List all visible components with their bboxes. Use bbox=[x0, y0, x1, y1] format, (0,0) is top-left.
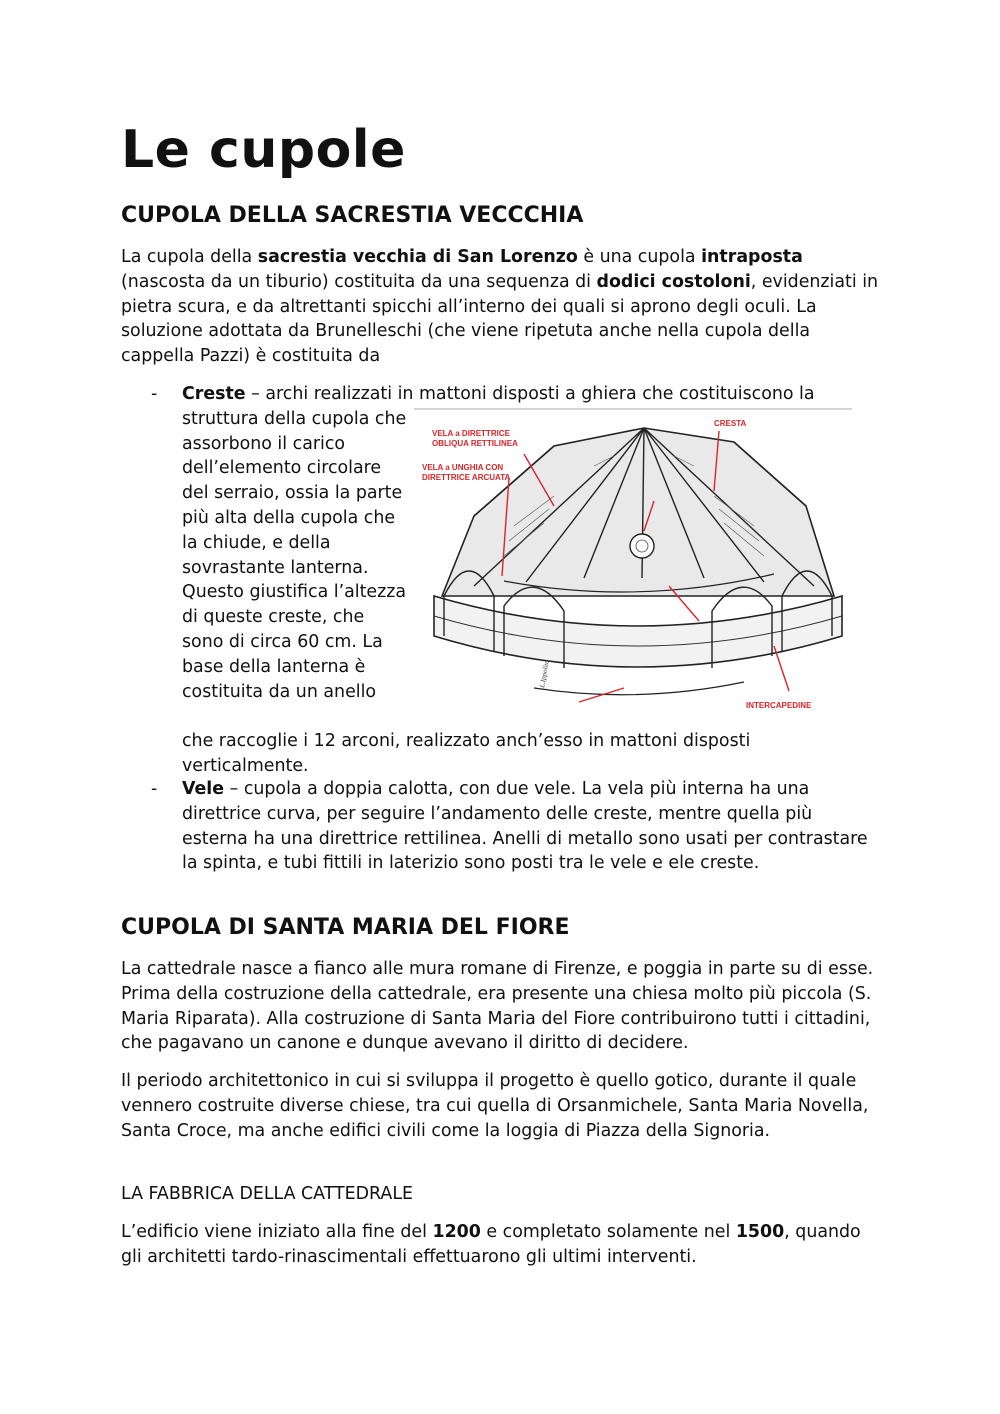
creste-wrapped-text: struttura della cupola che assorbono il carico dell’elemento circolare del serraio, ossia la parte più alta della cupola che la chiude, e della sovrastante lanterna. Questo giustifica l’altezza di queste creste, che sono di circa 60 cm. La base della lanterna è costituita da un anello bbox=[182, 408, 407, 702]
label-vela-arcuata-2: DIRETTRICE ARCUATA bbox=[422, 473, 511, 482]
paragraph-fabbrica: L’edificio viene iniziato alla fine del 1200 e completato solamente nel 1500, quando gli architetti tardo-rinascimentali effettuarono gli ultimi interventi. bbox=[121, 1222, 861, 1267]
dome-section-illustration bbox=[414, 406, 854, 718]
paragraph-periodo-gotico: Il periodo architettonico in cui si sviluppa il progetto è quello gotico, durante il quale vennero costruite diverse chiese, tra cui quella di Orsanmichele, Santa Maria Novella, Santa Croce, ma anche edifici civili come la loggia di Piazza della Signoria. bbox=[121, 1071, 869, 1141]
oculus bbox=[630, 534, 654, 558]
label-vela-rettilinea-2: OBLIQUA RETTILINEA bbox=[432, 439, 518, 448]
illustrator-signature: L.Ippolito bbox=[538, 659, 551, 689]
label-vela-arcuata-1: VELA a UNGHIA CON bbox=[422, 463, 504, 472]
label-cresta: CRESTA bbox=[714, 419, 747, 428]
label-intercapedine: INTERCAPEDINE bbox=[746, 701, 812, 710]
list-dash: - bbox=[151, 779, 158, 799]
dome-drawing bbox=[414, 406, 854, 718]
creste-closing-text: che raccoglie i 12 arconi, realizzato anch’esso in mattoni disposti verticalmente. bbox=[182, 731, 751, 776]
page-title: Le cupole bbox=[121, 120, 406, 180]
section-heading-sacrestia: CUPOLA DELLA SACRESTIA VECCCHIA bbox=[121, 203, 584, 228]
dome-shell bbox=[442, 428, 834, 596]
section-heading-santa-maria: CUPOLA DI SANTA MARIA DEL FIORE bbox=[121, 915, 570, 940]
subheading-fabbrica: LA FABBRICA DELLA CATTEDRALE bbox=[121, 1184, 413, 1204]
label-vela-rettilinea-1: VELA a DIRETTRICE bbox=[432, 429, 510, 438]
paragraph-cattedrale-origini: La cattedrale nasce a fianco alle mura romane di Firenze, e poggia in parte su di esse. Prima della costruzione della cattedrale, era presente una chiesa molto più piccola (S. Maria Riparata). Alla costruzione di Santa Maria del Fiore contribuirono tutti i cittadini, che pagavano un canone e dunque avevano il diritto di decidere. bbox=[121, 959, 874, 1054]
paragraph-sacrestia-intro: La cupola della sacrestia vecchia di San Lorenzo è una cupola intraposta (nascosta da un tiburio) costituita da una sequenza di dodici costoloni, evidenziati in pietra scura, e da altrettanti spicchi all’interno dei quali si aprono degli oculi. La soluzione adottata da Brunelleschi (che viene ripetuta anche nella cupola della cappella Pazzi) è costituita da bbox=[121, 247, 879, 367]
creste-first-line: Creste – archi realizzati in mattoni disposti a ghiera che costituiscono la bbox=[182, 384, 815, 404]
vele-text: Vele – cupola a doppia calotta, con due vele. La vela più interna ha una direttrice curva, per seguire l’andamento delle creste, mentre quella più esterna ha una direttrice rettilinea. Anelli di metallo sono usati per contrastare la spinta, e tubi fittili in laterizio sono posti tra le vele e ele creste. bbox=[182, 779, 868, 874]
list-dash: - bbox=[151, 384, 158, 404]
